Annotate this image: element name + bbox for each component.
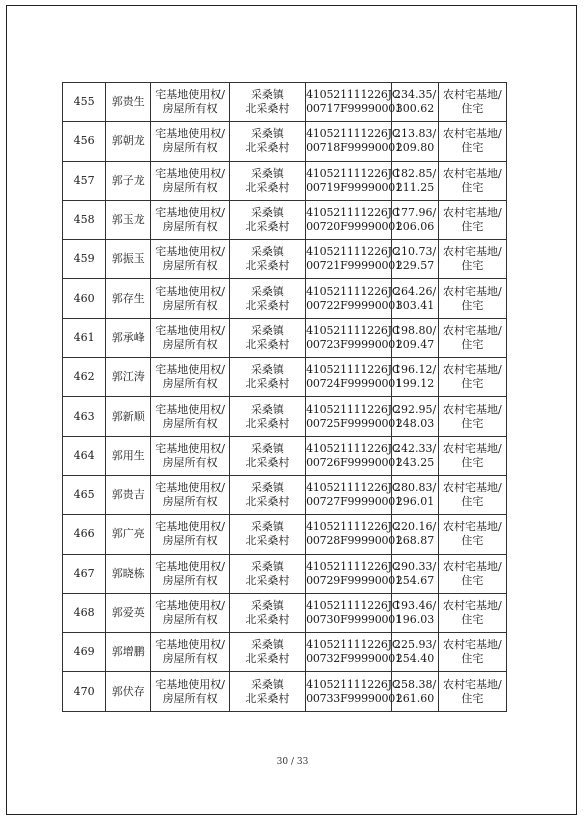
table-row bbox=[63, 397, 507, 436]
page-number: 30 / 33 bbox=[276, 757, 309, 767]
owner-name-cell: 郭子龙 bbox=[106, 161, 151, 200]
row-number-cell: 466 bbox=[63, 515, 106, 554]
right-type-line-2: 房屋所有权 bbox=[162, 534, 218, 548]
owner-name-cell: 郭用生 bbox=[106, 436, 151, 475]
location-cell bbox=[229, 633, 305, 672]
unit-code-line-1: 410521111226JC bbox=[306, 441, 401, 455]
unit-code-cell bbox=[306, 672, 402, 711]
area-line-2: 229.57 bbox=[395, 259, 435, 273]
area-line-2: 209.47 bbox=[395, 337, 435, 351]
unit-code-cell bbox=[306, 554, 402, 593]
area-line-1: 193.46/ bbox=[393, 599, 437, 612]
area-cell bbox=[392, 161, 438, 200]
unit-code-line-2: 00725F99990001 bbox=[306, 416, 402, 430]
table-row bbox=[63, 436, 507, 475]
right-type-line-2: 房屋所有权 bbox=[162, 652, 218, 666]
unit-code-cell bbox=[306, 633, 402, 672]
area-line-2: 206.06 bbox=[395, 220, 435, 234]
land-use-line-1: 农村宅基地/ bbox=[442, 284, 502, 298]
location-line-2: 北采桑村 bbox=[245, 613, 290, 626]
unit-code-line-1: 410521111226JC bbox=[306, 166, 401, 180]
land-use-cell bbox=[438, 279, 506, 318]
unit-code-cell bbox=[306, 515, 402, 554]
location-line-1: 采桑镇 bbox=[250, 520, 284, 534]
right-type-line-1: 宅基地使用权/ bbox=[155, 402, 225, 416]
location-cell bbox=[229, 554, 305, 593]
right-type-line-1: 宅基地使用权/ bbox=[155, 520, 225, 534]
location-cell bbox=[229, 240, 305, 279]
location-cell bbox=[229, 475, 305, 514]
row-number-cell: 459 bbox=[63, 240, 106, 279]
table-row bbox=[63, 633, 507, 672]
unit-code-cell bbox=[306, 318, 402, 357]
right-type-cell bbox=[151, 593, 229, 632]
owner-name-cell: 郭振玉 bbox=[106, 240, 151, 279]
land-use-line-1: 农村宅基地/ bbox=[442, 559, 502, 573]
location-line-1: 采桑镇 bbox=[250, 206, 284, 220]
area-line-2: 261.60 bbox=[395, 691, 435, 705]
land-use-line-2: 住宅 bbox=[461, 455, 484, 469]
area-line-1: 242.33/ bbox=[393, 441, 437, 455]
right-type-cell bbox=[151, 161, 229, 200]
unit-code-line-2: 00724F99990001 bbox=[306, 377, 402, 391]
table-row bbox=[63, 475, 507, 514]
right-type-line-2: 房屋所有权 bbox=[162, 573, 218, 587]
location-line-1: 采桑镇 bbox=[250, 402, 284, 416]
area-line-1: 280.83/ bbox=[393, 481, 437, 495]
row-number-cell: 467 bbox=[63, 554, 106, 593]
unit-code-cell bbox=[306, 122, 402, 161]
owner-name-cell: 郭贵生 bbox=[106, 83, 151, 122]
owner-name-cell: 郭广亮 bbox=[106, 515, 151, 554]
land-use-line-1: 农村宅基地/ bbox=[442, 402, 502, 416]
area-cell bbox=[392, 515, 438, 554]
unit-code-line-1: 410521111226JC bbox=[306, 481, 401, 495]
land-use-line-2: 住宅 bbox=[461, 613, 484, 626]
area-line-1: 292.95/ bbox=[393, 402, 437, 416]
owner-name-cell: 郭玉龙 bbox=[106, 200, 151, 239]
area-line-2: 268.87 bbox=[395, 534, 435, 548]
location-line-2: 北采桑村 bbox=[245, 220, 290, 234]
right-type-line-2: 房屋所有权 bbox=[162, 298, 218, 312]
area-cell bbox=[392, 554, 438, 593]
registration-table-body bbox=[63, 83, 507, 712]
right-type-line-1: 宅基地使用权/ bbox=[155, 441, 225, 455]
unit-code-line-2: 00720F99990001 bbox=[306, 220, 402, 234]
table-row bbox=[63, 240, 507, 279]
area-line-2: 303.41 bbox=[395, 298, 435, 312]
location-cell bbox=[229, 83, 305, 122]
right-type-line-2: 房屋所有权 bbox=[162, 337, 218, 351]
land-use-cell bbox=[438, 358, 506, 397]
right-type-cell bbox=[151, 358, 229, 397]
unit-code-cell bbox=[306, 83, 402, 122]
right-type-line-2: 房屋所有权 bbox=[162, 691, 218, 705]
unit-code-cell bbox=[306, 593, 402, 632]
right-type-line-1: 宅基地使用权/ bbox=[155, 363, 225, 377]
right-type-line-2: 房屋所有权 bbox=[162, 180, 218, 194]
area-cell bbox=[392, 436, 438, 475]
land-use-line-2: 住宅 bbox=[461, 573, 484, 587]
row-number-cell: 461 bbox=[63, 318, 106, 357]
location-line-1: 采桑镇 bbox=[250, 599, 284, 612]
unit-code-line-1: 410521111226JC bbox=[306, 363, 401, 377]
owner-name-cell: 郭晓栋 bbox=[106, 554, 151, 593]
owner-name-cell: 郭朝龙 bbox=[106, 122, 151, 161]
land-use-line-2: 住宅 bbox=[461, 691, 484, 705]
unit-code-line-1: 410521111226JC bbox=[306, 402, 401, 416]
location-line-2: 北采桑村 bbox=[245, 259, 290, 273]
table-row bbox=[63, 83, 507, 122]
right-type-line-1: 宅基地使用权/ bbox=[155, 638, 225, 652]
table-row bbox=[63, 161, 507, 200]
location-line-2: 北采桑村 bbox=[245, 534, 290, 548]
location-cell bbox=[229, 515, 305, 554]
unit-code-line-2: 00721F99990001 bbox=[306, 259, 402, 273]
area-line-1: 196.12/ bbox=[393, 363, 437, 377]
row-number-cell: 462 bbox=[63, 358, 106, 397]
land-use-cell bbox=[438, 554, 506, 593]
row-number-cell: 464 bbox=[63, 436, 106, 475]
location-line-1: 采桑镇 bbox=[250, 88, 284, 102]
land-use-cell bbox=[438, 161, 506, 200]
area-line-1: 234.35/ bbox=[393, 88, 437, 102]
land-use-line-2: 住宅 bbox=[461, 534, 484, 548]
right-type-line-2: 房屋所有权 bbox=[162, 141, 218, 155]
location-line-2: 北采桑村 bbox=[245, 652, 290, 666]
unit-code-line-1: 410521111226JC bbox=[306, 284, 401, 298]
area-line-2: 300.62 bbox=[395, 102, 435, 116]
right-type-line-1: 宅基地使用权/ bbox=[155, 284, 225, 298]
land-use-line-1: 农村宅基地/ bbox=[442, 166, 502, 180]
right-type-line-2: 房屋所有权 bbox=[162, 259, 218, 273]
location-line-1: 采桑镇 bbox=[250, 245, 284, 259]
right-type-cell bbox=[151, 436, 229, 475]
land-use-cell bbox=[438, 240, 506, 279]
unit-code-cell bbox=[306, 200, 402, 239]
location-line-1: 采桑镇 bbox=[250, 677, 284, 691]
right-type-cell bbox=[151, 200, 229, 239]
area-line-2: 196.03 bbox=[395, 613, 435, 626]
area-cell bbox=[392, 475, 438, 514]
land-use-cell bbox=[438, 318, 506, 357]
row-number-cell: 455 bbox=[63, 83, 106, 122]
area-cell bbox=[392, 358, 438, 397]
unit-code-line-1: 410521111226JC bbox=[306, 127, 401, 141]
location-line-2: 北采桑村 bbox=[245, 141, 290, 155]
location-cell bbox=[229, 200, 305, 239]
location-line-2: 北采桑村 bbox=[245, 691, 290, 705]
right-type-line-1: 宅基地使用权/ bbox=[155, 206, 225, 220]
row-number-cell: 468 bbox=[63, 593, 106, 632]
unit-code-line-2: 00722F99990001 bbox=[306, 298, 402, 312]
land-use-cell bbox=[438, 83, 506, 122]
unit-code-cell bbox=[306, 279, 402, 318]
unit-code-line-1: 410521111226JC bbox=[306, 599, 401, 612]
row-number-cell: 463 bbox=[63, 397, 106, 436]
row-number-cell: 460 bbox=[63, 279, 106, 318]
right-type-cell bbox=[151, 318, 229, 357]
location-line-2: 北采桑村 bbox=[245, 377, 290, 391]
area-cell bbox=[392, 633, 438, 672]
right-type-cell bbox=[151, 279, 229, 318]
location-cell bbox=[229, 122, 305, 161]
location-cell bbox=[229, 593, 305, 632]
table-row bbox=[63, 554, 507, 593]
unit-code-cell bbox=[306, 397, 402, 436]
right-type-line-1: 宅基地使用权/ bbox=[155, 677, 225, 691]
area-line-1: 225.93/ bbox=[393, 638, 437, 652]
area-line-2: 248.03 bbox=[395, 416, 435, 430]
area-line-1: 264.26/ bbox=[393, 284, 437, 298]
unit-code-cell bbox=[306, 161, 402, 200]
land-use-line-1: 农村宅基地/ bbox=[442, 441, 502, 455]
area-line-1: 177.96/ bbox=[393, 206, 437, 220]
area-cell bbox=[392, 318, 438, 357]
unit-code-line-2: 00717F99990001 bbox=[306, 102, 402, 116]
land-use-line-1: 农村宅基地/ bbox=[442, 520, 502, 534]
right-type-line-1: 宅基地使用权/ bbox=[155, 481, 225, 495]
location-line-2: 北采桑村 bbox=[245, 102, 290, 116]
table-row bbox=[63, 122, 507, 161]
area-cell bbox=[392, 672, 438, 711]
location-line-2: 北采桑村 bbox=[245, 180, 290, 194]
unit-code-cell bbox=[306, 240, 402, 279]
location-line-1: 采桑镇 bbox=[250, 441, 284, 455]
unit-code-line-2: 00727F99990001 bbox=[306, 495, 402, 509]
registration-table bbox=[62, 82, 507, 712]
area-cell bbox=[392, 279, 438, 318]
land-use-cell bbox=[438, 593, 506, 632]
location-cell bbox=[229, 358, 305, 397]
area-cell bbox=[392, 122, 438, 161]
area-line-1: 220.16/ bbox=[393, 520, 437, 534]
right-type-line-1: 宅基地使用权/ bbox=[155, 166, 225, 180]
area-line-1: 210.73/ bbox=[393, 245, 437, 259]
table-row bbox=[63, 318, 507, 357]
unit-code-line-1: 410521111226JC bbox=[306, 206, 401, 220]
right-type-cell bbox=[151, 672, 229, 711]
area-line-2: 254.67 bbox=[395, 573, 435, 587]
unit-code-line-2: 00732F99990001 bbox=[306, 652, 402, 666]
land-use-line-1: 农村宅基地/ bbox=[442, 638, 502, 652]
land-use-line-1: 农村宅基地/ bbox=[442, 599, 502, 612]
area-cell bbox=[392, 397, 438, 436]
owner-name-cell: 郭江涛 bbox=[106, 358, 151, 397]
area-line-2: 296.01 bbox=[395, 495, 435, 509]
right-type-line-2: 房屋所有权 bbox=[162, 102, 218, 116]
area-line-2: 254.40 bbox=[395, 652, 435, 666]
unit-code-line-1: 410521111226JC bbox=[306, 638, 401, 652]
location-cell bbox=[229, 318, 305, 357]
right-type-line-1: 宅基地使用权/ bbox=[155, 88, 225, 102]
location-cell bbox=[229, 161, 305, 200]
right-type-line-1: 宅基地使用权/ bbox=[155, 323, 225, 337]
table-row bbox=[63, 200, 507, 239]
location-line-1: 采桑镇 bbox=[250, 559, 284, 573]
owner-name-cell: 郭存生 bbox=[106, 279, 151, 318]
area-line-2: 199.12 bbox=[395, 377, 435, 391]
right-type-line-2: 房屋所有权 bbox=[162, 455, 218, 469]
right-type-cell bbox=[151, 515, 229, 554]
location-line-1: 采桑镇 bbox=[250, 481, 284, 495]
area-line-2: 209.80 bbox=[395, 141, 435, 155]
right-type-cell bbox=[151, 83, 229, 122]
location-line-1: 采桑镇 bbox=[250, 323, 284, 337]
location-line-1: 采桑镇 bbox=[250, 284, 284, 298]
unit-code-line-2: 00719F99990001 bbox=[306, 180, 402, 194]
row-number-cell: 470 bbox=[63, 672, 106, 711]
area-line-1: 198.80/ bbox=[393, 323, 437, 337]
unit-code-line-2: 00729F99990001 bbox=[306, 573, 402, 587]
area-cell bbox=[392, 200, 438, 239]
owner-name-cell: 郭伏存 bbox=[106, 672, 151, 711]
unit-code-line-2: 00730F99990001 bbox=[306, 613, 402, 626]
table-row bbox=[63, 279, 507, 318]
right-type-cell bbox=[151, 122, 229, 161]
land-use-cell bbox=[438, 397, 506, 436]
area-line-1: 258.38/ bbox=[393, 677, 437, 691]
location-cell bbox=[229, 436, 305, 475]
right-type-cell bbox=[151, 554, 229, 593]
land-use-line-2: 住宅 bbox=[461, 220, 484, 234]
right-type-cell bbox=[151, 633, 229, 672]
row-number-cell: 469 bbox=[63, 633, 106, 672]
unit-code-line-2: 00723F99990001 bbox=[306, 337, 402, 351]
row-number-cell: 457 bbox=[63, 161, 106, 200]
location-cell bbox=[229, 279, 305, 318]
right-type-line-1: 宅基地使用权/ bbox=[155, 245, 225, 259]
right-type-line-2: 房屋所有权 bbox=[162, 220, 218, 234]
land-use-cell bbox=[438, 200, 506, 239]
unit-code-cell bbox=[306, 358, 402, 397]
owner-name-cell: 郭贵吉 bbox=[106, 475, 151, 514]
land-use-cell bbox=[438, 122, 506, 161]
right-type-cell bbox=[151, 397, 229, 436]
land-use-line-2: 住宅 bbox=[461, 102, 484, 116]
row-number-cell: 458 bbox=[63, 200, 106, 239]
location-line-1: 采桑镇 bbox=[250, 363, 284, 377]
unit-code-line-1: 410521111226JC bbox=[306, 245, 401, 259]
location-line-1: 采桑镇 bbox=[250, 166, 284, 180]
location-cell bbox=[229, 397, 305, 436]
location-cell bbox=[229, 672, 305, 711]
unit-code-line-2: 00728F99990001 bbox=[306, 534, 402, 548]
right-type-line-2: 房屋所有权 bbox=[162, 495, 218, 509]
land-use-line-1: 农村宅基地/ bbox=[442, 677, 502, 691]
table-row bbox=[63, 515, 507, 554]
unit-code-line-1: 410521111226JC bbox=[306, 323, 401, 337]
land-use-line-1: 农村宅基地/ bbox=[442, 323, 502, 337]
land-use-line-1: 农村宅基地/ bbox=[442, 206, 502, 220]
area-cell bbox=[392, 240, 438, 279]
land-use-line-1: 农村宅基地/ bbox=[442, 481, 502, 495]
unit-code-cell bbox=[306, 475, 402, 514]
location-line-1: 采桑镇 bbox=[250, 638, 284, 652]
area-line-2: 243.25 bbox=[395, 455, 435, 469]
table-row bbox=[63, 358, 507, 397]
owner-name-cell: 郭爱英 bbox=[106, 593, 151, 632]
unit-code-line-1: 410521111226JC bbox=[306, 520, 401, 534]
land-use-line-1: 农村宅基地/ bbox=[442, 245, 502, 259]
right-type-cell bbox=[151, 475, 229, 514]
unit-code-line-1: 410521111226JC bbox=[306, 559, 401, 573]
land-use-line-2: 住宅 bbox=[461, 141, 484, 155]
land-use-cell bbox=[438, 436, 506, 475]
area-cell bbox=[392, 593, 438, 632]
land-use-line-2: 住宅 bbox=[461, 259, 484, 273]
owner-name-cell: 郭承峰 bbox=[106, 318, 151, 357]
land-use-cell bbox=[438, 672, 506, 711]
land-use-line-2: 住宅 bbox=[461, 652, 484, 666]
land-use-line-1: 农村宅基地/ bbox=[442, 88, 502, 102]
land-use-line-2: 住宅 bbox=[461, 495, 484, 509]
land-use-line-2: 住宅 bbox=[461, 416, 484, 430]
table-row bbox=[63, 672, 507, 711]
owner-name-cell: 郭增鹏 bbox=[106, 633, 151, 672]
land-use-line-1: 农村宅基地/ bbox=[442, 127, 502, 141]
land-use-line-2: 住宅 bbox=[461, 337, 484, 351]
land-use-cell bbox=[438, 515, 506, 554]
unit-code-line-1: 410521111226JC bbox=[306, 88, 401, 102]
land-use-line-1: 农村宅基地/ bbox=[442, 363, 502, 377]
right-type-cell bbox=[151, 240, 229, 279]
unit-code-line-2: 00726F99990001 bbox=[306, 455, 402, 469]
location-line-2: 北采桑村 bbox=[245, 337, 290, 351]
unit-code-line-2: 00718F99990001 bbox=[306, 141, 402, 155]
right-type-line-2: 房屋所有权 bbox=[162, 613, 218, 626]
area-line-1: 213.83/ bbox=[393, 127, 437, 141]
right-type-line-1: 宅基地使用权/ bbox=[155, 127, 225, 141]
unit-code-line-1: 410521111226JC bbox=[306, 677, 401, 691]
location-line-2: 北采桑村 bbox=[245, 495, 290, 509]
owner-name-cell: 郭新顺 bbox=[106, 397, 151, 436]
land-use-line-2: 住宅 bbox=[461, 180, 484, 194]
row-number-cell: 456 bbox=[63, 122, 106, 161]
location-line-2: 北采桑村 bbox=[245, 455, 290, 469]
location-line-2: 北采桑村 bbox=[245, 573, 290, 587]
row-number-cell: 465 bbox=[63, 475, 106, 514]
right-type-line-1: 宅基地使用权/ bbox=[155, 559, 225, 573]
location-line-1: 采桑镇 bbox=[250, 127, 284, 141]
location-line-2: 北采桑村 bbox=[245, 298, 290, 312]
right-type-line-1: 宅基地使用权/ bbox=[155, 599, 225, 612]
table-row bbox=[63, 593, 507, 632]
area-line-1: 290.33/ bbox=[393, 559, 437, 573]
area-line-1: 182.85/ bbox=[393, 166, 437, 180]
unit-code-line-2: 00733F99990001 bbox=[306, 691, 402, 705]
land-use-cell bbox=[438, 475, 506, 514]
land-use-cell bbox=[438, 633, 506, 672]
unit-code-cell bbox=[306, 436, 402, 475]
land-use-line-2: 住宅 bbox=[461, 298, 484, 312]
right-type-line-2: 房屋所有权 bbox=[162, 416, 218, 430]
land-use-line-2: 住宅 bbox=[461, 377, 484, 391]
right-type-line-2: 房屋所有权 bbox=[162, 377, 218, 391]
area-cell bbox=[392, 83, 438, 122]
location-line-2: 北采桑村 bbox=[245, 416, 290, 430]
area-line-2: 211.25 bbox=[395, 180, 435, 194]
